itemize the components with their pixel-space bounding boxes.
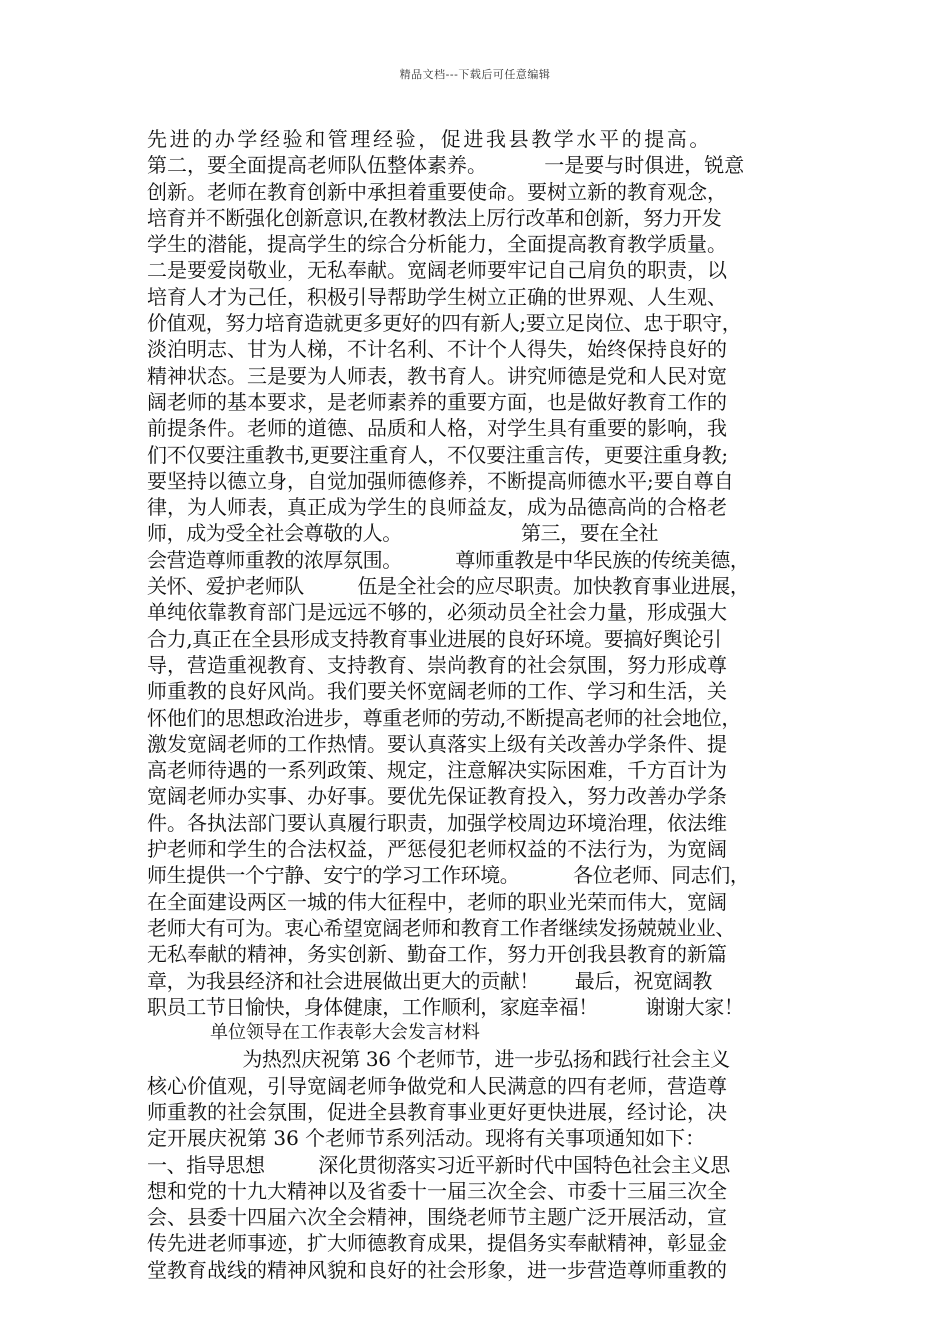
- text-line: 律，为人师表，真正成为学生的良师益友，成为品德高尚的合格老: [147, 495, 727, 520]
- text-line: 会、县委十四届六次全会精神，围绕老师节主题广泛开展活动，宣: [147, 1205, 727, 1230]
- text-line: 激发宽阔老师的工作热情。要认真落实上级有关改善办学条件、提: [147, 731, 727, 756]
- text-line: 章，为我县经济和社会进展做出更大的贡献！ 最后，祝宽阔教: [147, 968, 712, 993]
- text-line: 宽阔老师办实事、办好事。要优先保证教育投入，努力改善办学条: [147, 784, 727, 809]
- text-line: 淡泊明志、甘为人梯，不计名利、不计个人得失，始终保持良好的: [147, 337, 727, 362]
- text-line: 们不仅要注重教书,更要注重育人，不仅要注重言传，更要注重身教;: [147, 442, 728, 467]
- text-line: 培育并不断强化创新意识,在教材教法上厉行改革和创新，努力开发: [147, 205, 722, 230]
- text-line: 在全面建设两区一城的伟大征程中，老师的职业光荣而伟大，宽阔: [147, 889, 727, 914]
- text-line: 关怀、爱护老师队 伍是全社会的应尽职责。加快教育事业进展，: [147, 574, 750, 599]
- section-title: 单位领导在工作表彰大会发言材料: [147, 1022, 480, 1044]
- text-line: 师生提供一个宁静、安宁的学习工作环境。 各位老师、同志们，: [147, 863, 750, 888]
- text-line: 想和党的十九大精神以及省委十一届三次全会、市委十三届三次全: [147, 1178, 727, 1203]
- text-line: 传先进老师事迹，扩大师德教育成果，提倡务实奉献精神，彰显金: [147, 1231, 727, 1256]
- text-line: 价值观，努力培育造就更多更好的四有新人;要立足岗位、忠于职守，: [147, 311, 742, 336]
- text-line: 怀他们的思想政治进步，尊重老师的劳动,不断提高老师的社会地位，: [147, 705, 741, 730]
- text-line: 堂教育战线的精神风貌和良好的社会形象，进一步营造尊师重教的: [147, 1257, 727, 1282]
- text-line: 二是要爱岗敬业，无私奉献。宽阔老师要牢记自己肩负的职责，以: [147, 258, 727, 283]
- text-line: 会营造尊师重教的浓厚氛围。 尊师重教是中华民族的传统美德，: [147, 547, 750, 572]
- text-line: 为热烈庆祝第 36 个老师节，进一步弘扬和践行社会主义: [147, 1047, 730, 1072]
- text-line: 单纯依靠教育部门是远远不够的，必须动员全社会力量，形成强大: [147, 600, 727, 625]
- text-line: 培育人才为己任，积极引导帮助学生树立正确的世界观、人生观、: [147, 284, 727, 309]
- text-line: 创新。老师在教育创新中承担着重要使命。要树立新的教育观念，: [147, 179, 727, 204]
- text-line: 先进的办学经验和管理经验，促进我县教学水平的提高。: [147, 127, 712, 151]
- text-line: 职员工节日愉快，身体健康，工作顺利，家庭幸福！ 谢谢大家！: [147, 994, 744, 1019]
- text-line: 精神状态。三是要为人师表，教书育人。讲究师德是党和人民对宽: [147, 363, 727, 388]
- text-line: 阔老师的基本要求，是老师素养的重要方面，也是做好教育工作的: [147, 389, 727, 414]
- text-line: 师重教的良好风尚。我们要关怀宽阔老师的工作、学习和生活，关: [147, 679, 727, 704]
- text-line: 无私奉献的精神，务实创新、勤奋工作，努力开创我县教育的新篇: [147, 942, 727, 967]
- text-line: 师，成为受全社会尊敬的人。 第三，要在全社: [147, 521, 659, 546]
- text-line: 第二，要全面提高老师队伍整体素养。 一是要与时俱进，锐意: [147, 153, 745, 178]
- text-line: 师重教的社会氛围，促进全县教育事业更好更快进展，经讨论，决: [147, 1099, 727, 1124]
- text-line: 老师大有可为。衷心希望宽阔老师和教育工作者继续发扬兢兢业业、: [147, 915, 735, 940]
- text-line: 护老师和学生的合法权益，严惩侵犯老师权益的不法行为，为宽阔: [147, 837, 727, 862]
- text-line: 合力,真正在全县形成支持教育事业进展的良好环境。要搞好舆论引: [147, 626, 722, 651]
- text-line: 定开展庆祝第 36 个老师节系列活动。现将有关事项通知如下：: [147, 1126, 706, 1151]
- text-line: 高老师待遇的一系列政策、规定，注意解决实际困难，千方百计为: [147, 758, 727, 783]
- text-line: 前提条件。老师的道德、品质和人格，对学生具有重要的影响，我: [147, 416, 727, 441]
- text-line: 核心价值观，引导宽阔老师争做党和人民满意的四有老师，营造尊: [147, 1073, 727, 1098]
- text-line: 一、指导思想 深化贯彻落实习近平新时代中国特色社会主义思: [147, 1152, 730, 1177]
- text-line: 件。各执法部门要认真履行职责，加强学校周边环境治理，依法维: [147, 810, 727, 835]
- page-header: 精品文档---下载后可任意编辑: [399, 68, 551, 81]
- document-body: [147, 126, 811, 1283]
- text-line: 要坚持以德立身，自觉加强师德修养，不断提高师德水平;要自尊自: [147, 468, 734, 493]
- text-line: 学生的潜能，提高学生的综合分析能力，全面提高教育教学质量。: [147, 232, 727, 257]
- text-line: 导，营造重视教育、支持教育、崇尚教育的社会氛围，努力形成尊: [147, 652, 727, 677]
